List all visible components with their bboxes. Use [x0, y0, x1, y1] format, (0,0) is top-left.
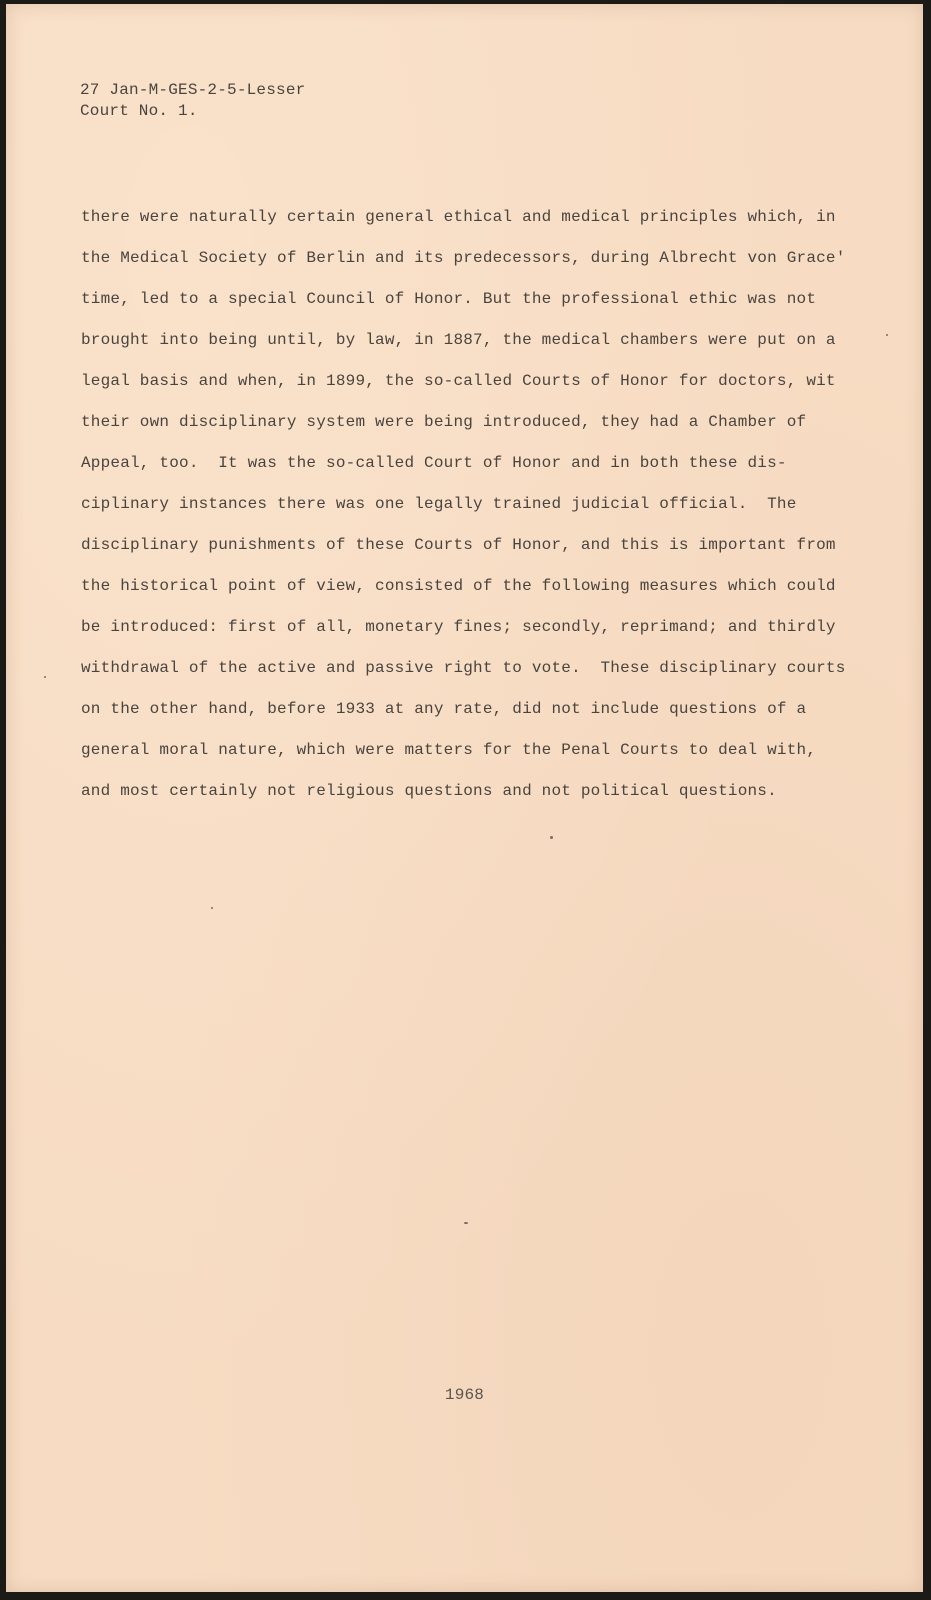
body-line: on the other hand, before 1933 at any rate, did not include questions of a: [81, 700, 807, 718]
body-line: time, led to a special Council of Honor. But the professional ethic was not: [81, 290, 817, 308]
paper-speck: [211, 907, 213, 909]
body-line: there were naturally certain general ethical and medical principles which, in: [81, 208, 836, 226]
body-line: Appeal, too. It was the so-called Court of Honor and in both these dis-: [81, 454, 787, 472]
page-number: 1968: [444, 1386, 485, 1404]
body-line: disciplinary punishments of these Courts of Honor, and this is important from: [81, 536, 836, 554]
body-line: brought into being until, by law, in 1887, the medical chambers were put on a: [81, 331, 836, 349]
paper-speck: [550, 836, 553, 839]
body-line: the Medical Society of Berlin and its predecessors, during Albrecht von Grace': [81, 249, 846, 267]
header-reference-line: 27 Jan-M-GES-2-5-Lesser: [80, 81, 306, 99]
body-line: and most certainly not religious questions and not political questions.: [81, 782, 777, 800]
body-line: general moral nature, which were matters for the Penal Courts to deal with,: [81, 741, 817, 759]
body-line: legal basis and when, in 1899, the so-called Courts of Honor for doctors, wit: [81, 372, 836, 390]
document-page: [6, 4, 923, 1592]
document-header: [80, 80, 305, 122]
paper-speck: [886, 334, 888, 336]
transcript-body: [81, 197, 881, 812]
paper-speck: [464, 1222, 468, 1224]
paper-speck: [44, 676, 46, 678]
body-line: withdrawal of the active and passive right to vote. These disciplinary courts: [81, 659, 846, 677]
body-line: ciplinary instances there was one legally trained judicial official. The: [81, 495, 797, 513]
body-line: their own disciplinary system were being introduced, they had a Chamber of: [81, 413, 807, 431]
body-line: be introduced: first of all, monetary fines; secondly, reprimand; and thirdly: [81, 618, 836, 636]
header-court-line: Court No. 1.: [80, 102, 198, 120]
body-line: the historical point of view, consisted of the following measures which could: [81, 577, 836, 595]
